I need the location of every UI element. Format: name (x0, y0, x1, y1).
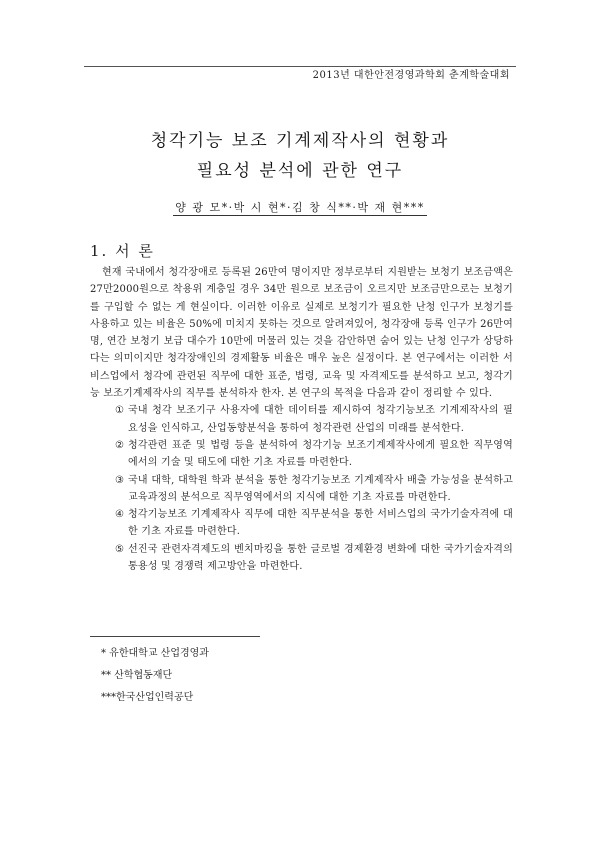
item-number: ① (115, 405, 125, 417)
conference-title: 2013년 대한안전경영과학회 춘계학술대회 (312, 70, 510, 81)
body-text (90, 264, 513, 575)
item-number: ⑤ (115, 543, 125, 555)
footnote-affiliation-2: ** 산학협동재단 (101, 670, 173, 681)
item-text: 청각기능보조 기계제작사 직무에 대한 직무분석을 통한 서비스업의 국가기술자격에 대한 기초 자료를 마련한다. (128, 509, 513, 538)
list-item (90, 541, 513, 576)
authors (0, 199, 600, 215)
objectives-list (90, 402, 513, 575)
section-heading: 1. 서 론 (90, 242, 155, 260)
item-text: 국내 청각 보조기구 사용자에 대한 데이터를 제시하여 청각기능보조 기계제작사의 필요성을 인식하고, 산업동향분석을 통하여 청각관련 산업의 미래를 분석한다. (128, 405, 513, 434)
list-item (90, 472, 513, 507)
list-item (90, 402, 513, 437)
item-text: 청각관련 표준 및 법령 등을 분석하여 청각기능 보조기계제작사에게 필요한 직무영역에서의 기술 및 태도에 대한 기초 자료를 마련한다. (128, 439, 513, 469)
footnote-rule (90, 636, 260, 637)
item-number: ② (115, 439, 125, 451)
item-text: 국내 대학, 대학원 학과 분석을 통한 청각기능보조 기계제작사 배출 가능성을 분석하고 교육과정의 분석으로 직무영역에서의 지식에 대한 기초 자료를 마련한다. (128, 474, 513, 503)
footnote-affiliation-3: ***한국산업인력공단 (101, 692, 194, 703)
list-item (90, 506, 513, 541)
list-item (90, 437, 513, 472)
item-text: 선진국 관련자격제도의 벤치마킹을 통한 글로벌 경제환경 변화에 대한 국가기술자격의 통용성 및 경쟁력 제고방안을 마련한다. (128, 543, 513, 573)
footnote-affiliation-1: * 유한대학교 산업경영과 (101, 648, 209, 659)
intro-paragraph: 현재 국내에서 청각장애로 등록된 26만여 명이지만 정부로부터 지원받는 보청기 보조금액은 27만2000원으로 착용위 계층일 경우 34만 원으로 보조금이 오르지만 보조금만으로는 보청기를 구입할 수 없는 게 현실이다. 이러한 이유로 실제로 보청기가 필요한 난청 인구가 보청기를 사용하고 있는 비율은 50%에 미치지 못하는 것으로 알려져있어, 청각장애 등록 인구가 26만여 명, 연간 보청기 보급 대수가 10만에 머물러 있는 것을 감안하면 숨어 있는 난청 인구가 상당하다는 의미이지만 청각장애인의 경제활동 비율은 매우 높은 실정이다. 본 연구에서는 이러한 서비스업에서 청각에 관련된 직무에 대한 표준, 법령, 교육 및 자격제도를 분석하고 보고, 청각기능 보조기계제작사의 직무를 분석하자 한자. 본 연구의 목적을 다음과 같이 정리할 수 있다. (90, 267, 513, 400)
paper-title-line-1: 청각기능 보조 기계제작사의 현황과 (150, 131, 450, 151)
author-names: 양 광 모*·박 시 현*·김 창 식**·박 재 현*** (175, 201, 425, 214)
item-number: ④ (115, 509, 125, 521)
item-number: ③ (115, 474, 125, 486)
paper-title-line-2: 필요성 분석에 관한 연구 (196, 161, 404, 181)
